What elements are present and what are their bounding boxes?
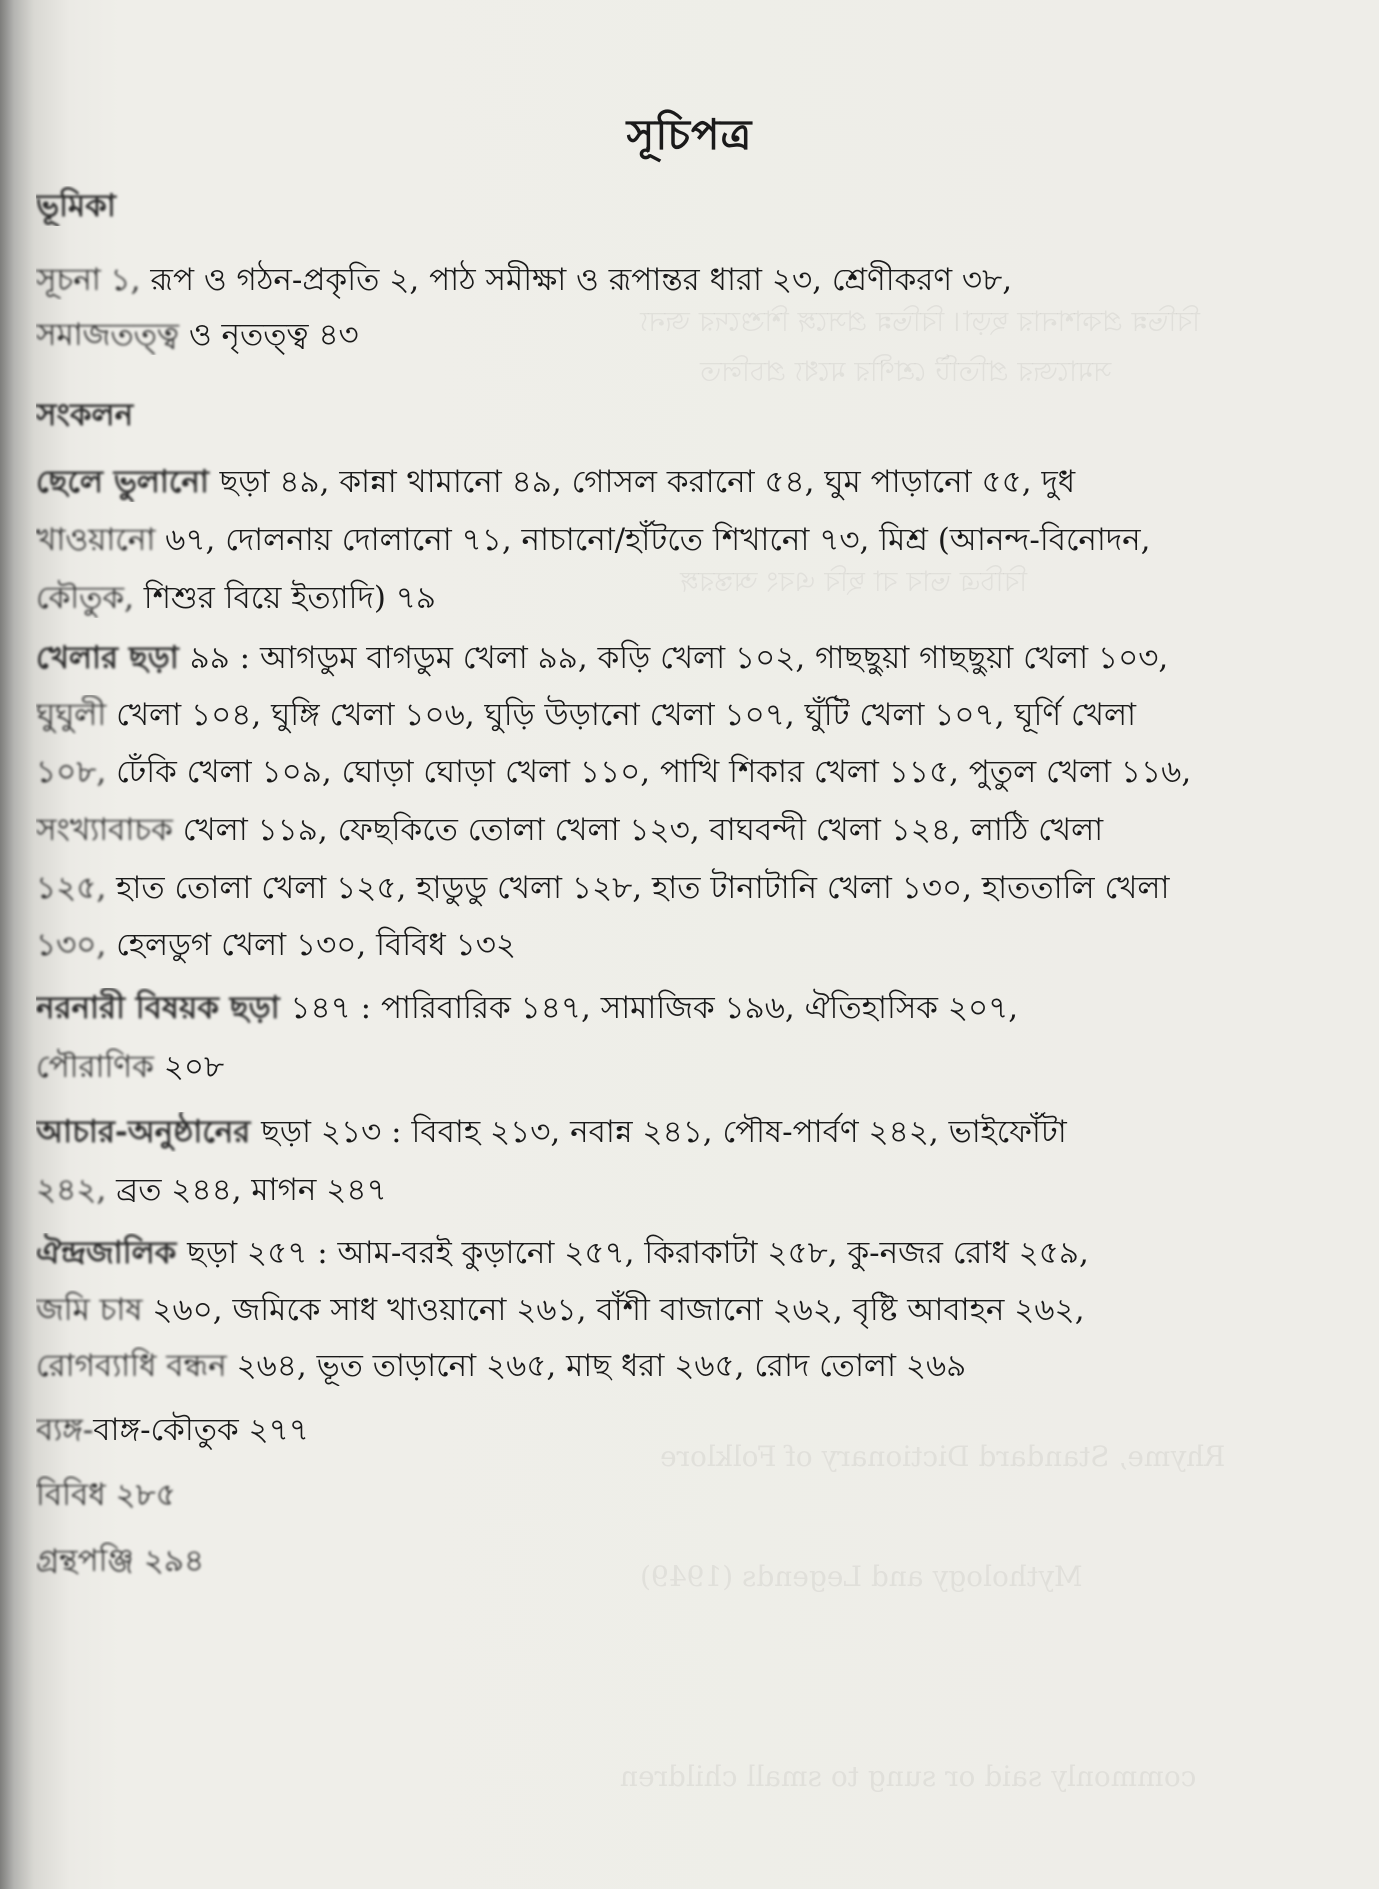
toc-entry bbox=[36, 520, 1336, 560]
toc-entry-lead: ১২৫, bbox=[36, 870, 117, 906]
toc-entry-lead: ১৩০, bbox=[36, 927, 117, 963]
toc-entry bbox=[36, 1290, 1336, 1330]
toc-entry bbox=[36, 260, 1336, 300]
toc-entry-text: ২০৮ bbox=[163, 1049, 225, 1085]
toc-entry-text: ১৪৭ : পারিবারিক ১৪৭, সামাজিক ১৯৬, ঐতিহাসিক ২০৭, bbox=[290, 990, 1019, 1026]
toc-entry-lead: ব্যঙ্গ- bbox=[36, 1412, 94, 1448]
toc-entry bbox=[36, 1541, 1336, 1581]
toc-entry-text: ছড়া ৪৯, কান্না থামানো ৪৯, গোসল করানো ৫৪, ঘুম পাড়ানো ৫৫, দুধ bbox=[219, 464, 1076, 500]
toc-entry-text: খেলা ১০৪, ঘুঙ্গি খেলা ১০৬, ঘুড়ি উড়ানো খেলা ১০৭, ঘুঁটি খেলা ১০৭, ঘূর্ণি খেলা bbox=[116, 697, 1137, 733]
toc-entry-lead: খাওয়ানো bbox=[36, 522, 166, 558]
toc-entry bbox=[36, 988, 1336, 1028]
toc-entry-lead: সূচনা ১, bbox=[36, 262, 151, 298]
toc-entry-text: ২৮৫ bbox=[115, 1477, 176, 1513]
toc-entry bbox=[36, 1112, 1336, 1152]
toc-entry bbox=[36, 1475, 1336, 1515]
toc-entry-text: ছড়া ২৫৭ : আম-বরই কুড়ানো ২৫৭, কিরাকাটা ২৫৮, কু-নজর রোধ ২৫৯, bbox=[187, 1235, 1089, 1271]
toc-entry-lead: ১০৮, bbox=[36, 754, 117, 790]
toc-entry-lead: গ্রন্থপঞ্জি bbox=[36, 1543, 144, 1579]
toc-entry-text: খেলা ১১৯, ফেছকিতে তোলা খেলা ১২৩, বাঘবন্দী খেলা ১২৪, লাঠি খেলা bbox=[182, 812, 1104, 848]
toc-entry bbox=[36, 868, 1336, 908]
toc-entry-lead: রোগব্যাধি বন্ধন bbox=[36, 1348, 237, 1384]
toc-entry bbox=[36, 925, 1336, 965]
toc-section-heading: ভূমিকা bbox=[36, 188, 116, 224]
page-title: সূচিপত্র bbox=[626, 110, 753, 159]
toc-entry-lead: কৌতুক, bbox=[36, 580, 144, 616]
toc-entry bbox=[36, 1410, 1336, 1450]
toc-entry-lead: বিবিধ bbox=[36, 1477, 116, 1513]
toc-entry-text: ঢেঁকি খেলা ১০৯, ঘোড়া ঘোড়া খেলা ১১০, পাখি শিকার খেলা ১১৫, পুতুল খেলা ১১৬, bbox=[116, 754, 1192, 790]
toc-entry-lead: ঐন্দ্রজালিক bbox=[36, 1235, 188, 1271]
toc-entry bbox=[36, 315, 1336, 355]
toc-entry bbox=[36, 752, 1336, 792]
toc-entry bbox=[36, 395, 1336, 435]
toc-entry bbox=[36, 810, 1336, 850]
toc-entry bbox=[36, 1346, 1336, 1386]
toc-entry-lead: খেলার ছড়া bbox=[36, 640, 190, 676]
toc-entry-text: শিশুর বিয়ে ইত্যাদি) ৭৯ bbox=[143, 580, 437, 616]
toc-entry-lead: ২৪২, bbox=[36, 1172, 117, 1208]
toc-entry-text: ২৯৪ bbox=[143, 1543, 205, 1579]
toc-entry-lead: পৌরাণিক bbox=[36, 1049, 164, 1085]
toc-entry bbox=[36, 695, 1336, 735]
toc-entry-lead: সমাজতত্ত্ব bbox=[36, 317, 189, 353]
toc-section-heading: সংকলন bbox=[36, 397, 134, 433]
toc-entry-lead: নরনারী বিষয়ক ছড়া bbox=[36, 990, 291, 1026]
toc-entry-text: বাঙ্গ-কৌতুক ২৭৭ bbox=[93, 1412, 309, 1448]
toc-entry-text: রূপ ও গঠন-প্রকৃতি ২, পাঠ সমীক্ষা ও রূপান্তর ধারা ২৩, শ্রেণীকরণ ৩৮, bbox=[150, 262, 1013, 298]
toc-entry bbox=[36, 578, 1336, 618]
toc-entry-lead: আচার-অনুষ্ঠানের bbox=[36, 1114, 262, 1150]
toc-entry bbox=[36, 638, 1336, 678]
show-through-text: বিভিন্ন প্রকাশনার ছড়া। বিভিন্ন প্রসঙ্গে শিশুদের জন্য সমাজের প্রতিটি শ্রেণীর মধ্যে প্রচলিত বিচিত্র ভাব বা ছবি এবং অন্তরঙ্গ Rhyme, Standard Dictionary of Folklore Mythology and Legends (1949) commonly said or sung to small children bbox=[620, 305, 1226, 1793]
toc-entry-text: হাত তোলা খেলা ১২৫, হাডুডু খেলা ১২৮, হাত টানাটানি খেলা ১৩০, হাততালি খেলা bbox=[116, 870, 1170, 906]
toc-entry-text: ও নৃতত্ত্ব ৪৩ bbox=[188, 317, 359, 353]
toc-entry-text: ব্রত ২৪৪, মাগন ২৪৭ bbox=[116, 1172, 387, 1208]
toc-entry bbox=[36, 186, 1336, 226]
toc-entry bbox=[36, 1233, 1336, 1273]
toc-entry-lead: ঘুঘুলী bbox=[36, 697, 117, 733]
toc-entry bbox=[36, 1170, 1336, 1210]
toc-entry-text: হেলডুগ খেলা ১৩০, বিবিধ ১৩২ bbox=[116, 927, 517, 963]
toc-entry-lead: সংখ্যাবাচক bbox=[36, 812, 183, 848]
toc-entry-text: ৯৯ : আগডুম বাগডুম খেলা ৯৯, কড়ি খেলা ১০২, গাছছুয়া গাছছুয়া খেলা ১০৩, bbox=[189, 640, 1169, 676]
toc-entry bbox=[36, 1047, 1336, 1087]
toc-entry-text: ৬৭, দোলনায় দোলানো ৭১, নাচানো/হাঁটতে শিখানো ৭৩, মিশ্র (আনন্দ-বিনোদন, bbox=[165, 522, 1151, 558]
toc-entry-lead: ছেলে ভুলানো bbox=[36, 464, 220, 500]
toc-entry-text: ২৬০, জমিকে সাধ খাওয়ানো ২৬১, বাঁশী বাজানো ২৬২, বৃষ্টি আবাহন ২৬২, bbox=[152, 1292, 1085, 1328]
toc-entry-lead: জমি চাষ bbox=[36, 1292, 153, 1328]
toc-entry-text: ছড়া ২১৩ : বিবাহ ২১৩, নবান্ন ২৪১, পৌষ-পার্বণ ২৪২, ভাইফোঁটা bbox=[261, 1114, 1067, 1150]
toc-entry bbox=[36, 462, 1336, 502]
toc-entry-text: ২৬৪, ভূত তাড়ানো ২৬৫, মাছ ধরা ২৬৫, রোদ তোলা ২৬৯ bbox=[236, 1348, 967, 1384]
